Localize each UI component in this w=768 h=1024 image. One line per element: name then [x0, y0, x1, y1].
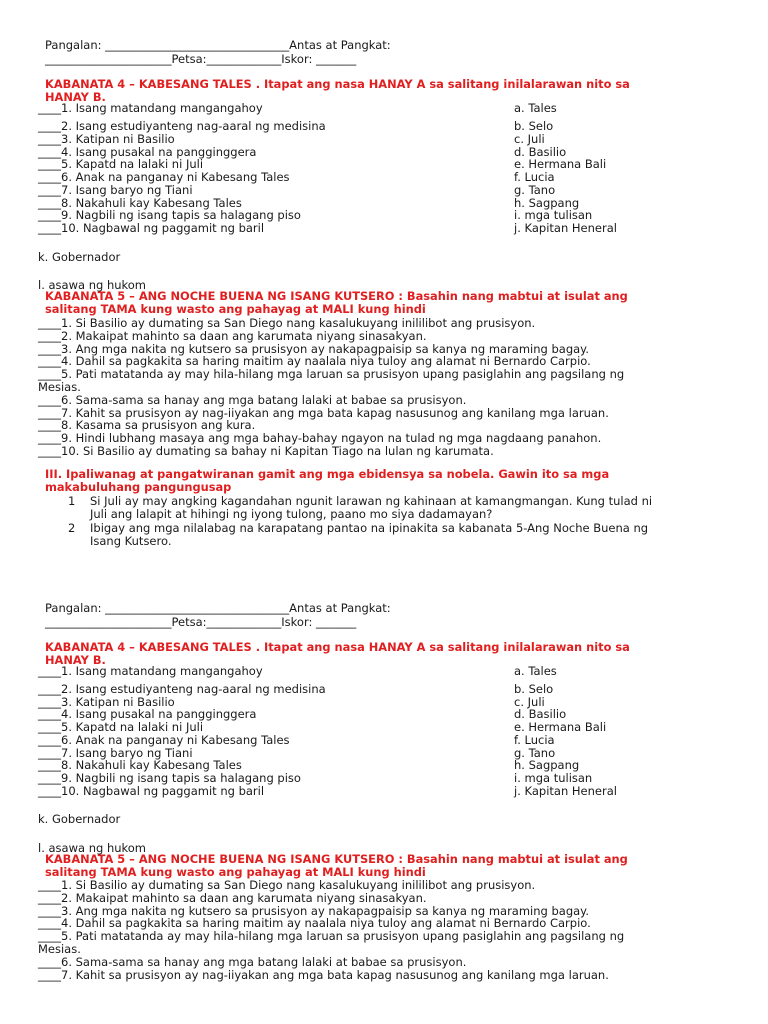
true-false-item: ____5. Pati matatanda ay may hila-hilang mga laruan sa prusisyon upang pasiglahin ang pagsilang ng: [38, 929, 625, 944]
essay-number: 2: [68, 521, 76, 535]
match-row: [38, 683, 738, 696]
match-question: ____9. Nagbili ng isang tapis sa halagang piso: [38, 208, 301, 222]
true-false-item: ____7. Kahit sa prusisyon ay nag-iiyakan ang mga bata kapag nasusunog ang kanilang mga laruan.: [38, 405, 609, 420]
true-false-item-cont: Mesias.: [38, 941, 81, 956]
kabanata5-title-line2: salitang TAMA kung wasto ang pahayag at MALI kung hindi: [45, 865, 426, 879]
match-question: ____10. Nagbawal ng paggamit ng baril: [38, 221, 265, 235]
match-question: ____8. Nakahuli kay Kabesang Tales: [38, 196, 242, 210]
match-question: ____5. Kapatd na lalaki ni Juli: [38, 720, 204, 734]
match-row: [38, 102, 738, 115]
extra-choice-k: k. Gobernador: [38, 250, 121, 264]
true-false-item: ____5. Pati matatanda ay may hila-hilang mga laruan sa prusisyon upang pasiglahin ang pagsilang ng: [38, 367, 625, 382]
match-answer: e. Hermana Bali: [514, 720, 607, 734]
true-false-item: ____9. Hindi lubhang masaya ang mga bahay-bahay ngayon na tulad ng mga nagdaang panahon.: [38, 431, 602, 446]
true-false-item: ____1. Si Basilio ay dumating sa San Diego nang kasalukuyang inililibot ang prusisyon.: [38, 878, 536, 892]
true-false-item: ____6. Sama-sama sa hanay ang mga batang lalaki at babae sa prusisyon.: [38, 954, 467, 969]
true-false-list: [38, 317, 718, 458]
essay-text-line: Si Juli ay may angking kagandahan ngunit larawan ng kahinaan at kamangmangan. Kung tulad ni: [90, 494, 653, 508]
match-question: ____4. Isang pusakal na pangginggera: [38, 145, 257, 159]
match-row: [38, 184, 738, 197]
kabanata4-title-line1: KABANATA 4 – KABESANG TALES . Itapat ang nasa HANAY A sa salitang inilalarawan nito sa: [45, 77, 630, 91]
part3-title-line2: makabuluhang pangungusap: [45, 480, 232, 494]
match-answer: i. mga tulisan: [514, 208, 593, 222]
true-false-item: ____3. Ang mga nakita ng kutsero sa prusisyon ay nakapagpaisip sa kanya ng maraming bagay.: [38, 341, 590, 356]
match-answer: h. Sagpang: [514, 196, 580, 210]
header-name-line: Pangalan: ________________________________Antas at Pangkat:: [45, 601, 391, 615]
true-false-item: ____3. Ang mga nakita ng kutsero sa prusisyon ay nakapagpaisip sa kanya ng maraming bagay.: [38, 903, 590, 918]
match-question: ____9. Nagbili ng isang tapis sa halagang piso: [38, 771, 301, 785]
kabanata5-title: [45, 290, 725, 316]
essay-text-line: Ibigay ang mga nilalabag na karapatang pantao na ipinakita sa kabanata 5-Ang Noche Buena ng: [90, 521, 649, 535]
true-false-item-cont: Mesias.: [38, 379, 81, 394]
kabanata4-title-line2: HANAY B.: [45, 653, 106, 667]
match-answer: d. Basilio: [514, 707, 567, 721]
true-false-item: ____4. Dahil sa pagkakita sa haring maitim ay naalala niya tuloy ang alamat ni Bernardo Carpio.: [38, 916, 591, 931]
header-name-line: Pangalan: ________________________________Antas at Pangkat:: [45, 38, 391, 52]
match-question: ____6. Anak na panganay ni Kabesang Tales: [38, 170, 290, 184]
match-answer: a. Tales: [514, 101, 557, 115]
match-answer: f. Lucia: [514, 170, 555, 184]
match-question: ____6. Anak na panganay ni Kabesang Tales: [38, 733, 290, 747]
part3-title: [45, 468, 725, 494]
match-answer: f. Lucia: [514, 733, 555, 747]
match-row: [38, 759, 738, 772]
match-answer: j. Kapitan Heneral: [514, 784, 617, 798]
match-question: ____1. Isang matandang mangangahoy: [38, 664, 263, 678]
true-false-list: [38, 879, 718, 981]
true-false-item: ____1. Si Basilio ay dumating sa San Diego nang kasalukuyang inililibot ang prusisyon.: [38, 316, 536, 330]
match-row: [38, 222, 738, 235]
true-false-item: ____2. Makaipat mahinto sa daan ang karumata niyang sinasakyan.: [38, 890, 427, 905]
match-question: ____8. Nakahuli kay Kabesang Tales: [38, 758, 242, 772]
match-question: ____3. Katipan ni Basilio: [38, 132, 175, 146]
kabanata5-title-line1: KABANATA 5 – ANG NOCHE BUENA NG ISANG KUTSERO : Basahin nang mabtui at isulat ang: [45, 852, 628, 866]
match-row: [38, 209, 738, 222]
match-answer: i. mga tulisan: [514, 771, 593, 785]
match-answer: b. Selo: [514, 119, 554, 133]
true-false-item: ____10. Si Basilio ay dumating sa bahay ni Kapitan Tiago na lulan ng karumata.: [38, 443, 494, 458]
true-false-item: ____6. Sama-sama sa hanay ang mga batang lalaki at babae sa prusisyon.: [38, 392, 467, 407]
match-row: [38, 734, 738, 747]
header-date-line: ______________________Petsa:_____________Iskor: _______: [45, 52, 357, 66]
match-answer: g. Tano: [514, 183, 556, 197]
essay-text-line: Isang Kutsero.: [90, 534, 172, 549]
match-question: ____10. Nagbawal ng paggamit ng baril: [38, 784, 265, 798]
match-row: [38, 133, 738, 146]
match-question: ____3. Katipan ni Basilio: [38, 695, 175, 709]
extra-choice-k: k. Gobernador: [38, 812, 121, 826]
match-row: [38, 785, 738, 798]
part3-title-line1: III. Ipaliwanag at pangatwiranan gamit ang mga ebidensya sa nobela. Gawin ito sa mga: [45, 467, 610, 481]
match-question: ____2. Isang estudiyanteng nag-aaral ng medisina: [38, 119, 326, 133]
match-answer: d. Basilio: [514, 145, 567, 159]
match-question: ____4. Isang pusakal na pangginggera: [38, 707, 257, 721]
match-row: [38, 158, 738, 171]
match-answer: a. Tales: [514, 664, 557, 678]
match-answer: b. Selo: [514, 682, 554, 696]
match-answer: h. Sagpang: [514, 758, 580, 772]
match-row: [38, 120, 738, 133]
match-row: [38, 708, 738, 721]
match-row: [38, 721, 738, 734]
match-question: ____7. Isang baryo ng Tiani: [38, 746, 193, 760]
match-answer: j. Kapitan Heneral: [514, 221, 617, 235]
kabanata4-title-line2: HANAY B.: [45, 90, 106, 104]
true-false-item: ____2. Makaipat mahinto sa daan ang karumata niyang sinasakyan.: [38, 328, 427, 343]
true-false-item: ____8. Kasama sa prusisyon ang kura.: [38, 418, 256, 433]
true-false-item: ____4. Dahil sa pagkakita sa haring maitim ay naalala niya tuloy ang alamat ni Bernardo Carpio.: [38, 354, 591, 369]
match-question: ____7. Isang baryo ng Tiani: [38, 183, 193, 197]
essay-number: 1: [68, 494, 76, 508]
essay-text-line: Juli ang lalapit at hihingi ng iyong tulong, paano mo siya dadamayan?: [90, 507, 493, 522]
match-question: ____2. Isang estudiyanteng nag-aaral ng medisina: [38, 682, 326, 696]
match-question: ____1. Isang matandang mangangahoy: [38, 101, 263, 115]
match-answer: e. Hermana Bali: [514, 157, 607, 171]
kabanata5-title: [45, 853, 725, 879]
extra-choice-l: l. asawa ng hukom: [38, 841, 147, 855]
kabanata5-title-line2: salitang TAMA kung wasto ang pahayag at MALI kung hindi: [45, 302, 426, 316]
extra-choice-l: l. asawa ng hukom: [38, 278, 147, 292]
match-question: ____5. Kapatd na lalaki ni Juli: [38, 157, 204, 171]
match-answer: g. Tano: [514, 746, 556, 760]
match-answer: c. Juli: [514, 695, 545, 709]
true-false-item: ____7. Kahit sa prusisyon ay nag-iiyakan ang mga bata kapag nasusunog ang kanilang mga laruan.: [38, 967, 609, 982]
header-date-line: ______________________Petsa:_____________Iskor: _______: [45, 615, 357, 629]
match-row: [38, 772, 738, 785]
match-row: [38, 665, 738, 678]
kabanata5-title-line1: KABANATA 5 – ANG NOCHE BUENA NG ISANG KUTSERO : Basahin nang mabtui at isulat ang: [45, 289, 628, 303]
match-row: [38, 171, 738, 184]
kabanata4-title-line1: KABANATA 4 – KABESANG TALES . Itapat ang nasa HANAY A sa salitang inilalarawan nito sa: [45, 640, 630, 654]
match-answer: c. Juli: [514, 132, 545, 146]
